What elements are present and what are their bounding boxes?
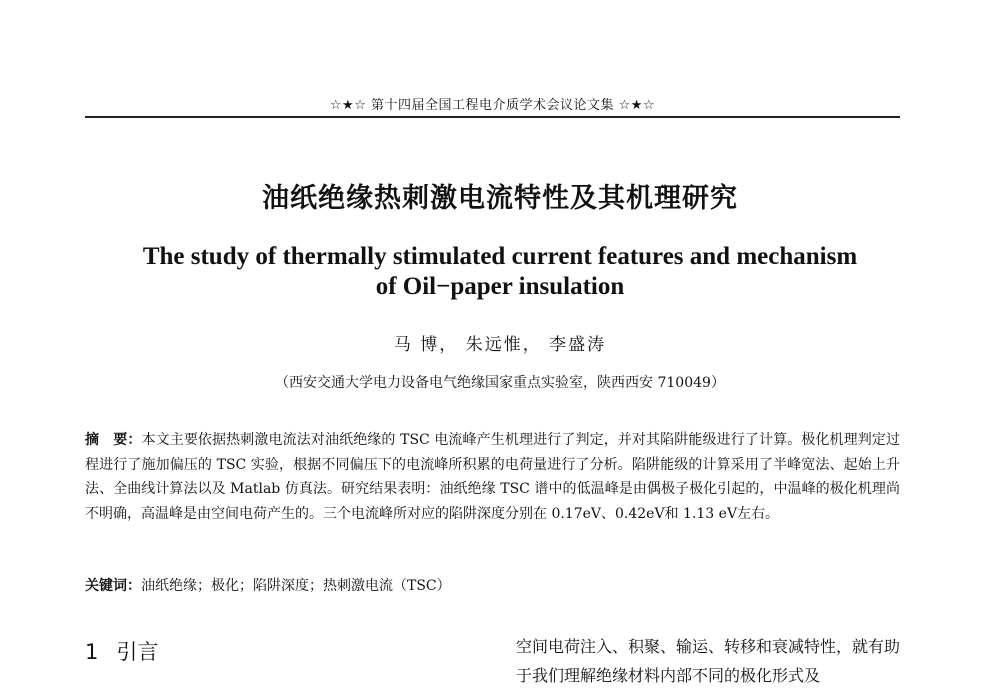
title-english xyxy=(60,242,940,302)
abstract xyxy=(85,428,900,526)
running-header: ☆★☆ 第十四届全国工程电介质学术会议论文集 ☆★☆ xyxy=(329,98,656,113)
keywords-label: 关键词： xyxy=(85,578,141,594)
section-title: 引言 xyxy=(116,640,159,664)
keywords-text: 油纸绝缘；极化；陷阱深度；热刺激电流（TSC） xyxy=(141,578,451,594)
authors: 马 博， 朱远惟， 李盛涛 xyxy=(393,335,607,355)
abstract-text: 本文主要依据热刺激电流法对油纸绝缘的 TSC 电流峰产生机理进行了判定，并对其陷阱能级进行了计算。极化机理判定过程进行了施加偏压的 TSC 实验，根据不同偏压下的电流峰所积累的电荷量进行了分析。陷阱能级的计算采用了半峰宽法、起始上升法、全曲线计算法以及 Matlab 仿真法。研究结果表明：油纸绝缘 TSC 谱中的低温峰是由偶极子极化引起的，中温峰的极化机理尚不明确，高温峰是由空间电荷产生的。三个电流峰所对应的陷阱深度分别在 0.17eV、0.42eV和 1.13 eV左右。 xyxy=(85,432,900,522)
body-text-right-column: 空间电荷注入、积聚、输运、转移和衰减特性，就有助于我们理解绝缘材料内部不同的极化形式及 xyxy=(516,637,901,685)
section-number: 1 xyxy=(85,640,99,664)
title-chinese: 油纸绝缘热刺激电流特性及其机理研究 xyxy=(262,183,738,214)
title-english-line-1: The study of thermally stimulated current features and mechanism xyxy=(142,243,858,270)
section-heading xyxy=(85,636,158,666)
header-rule xyxy=(85,116,900,118)
affiliation: （西安交通大学电力设备电气绝缘国家重点实验室，陕西西安 710049） xyxy=(275,375,725,391)
abstract-label: 摘 要： xyxy=(85,432,142,448)
title-english-line-2: of Oil−paper insulation xyxy=(375,273,625,300)
keywords xyxy=(85,575,900,595)
